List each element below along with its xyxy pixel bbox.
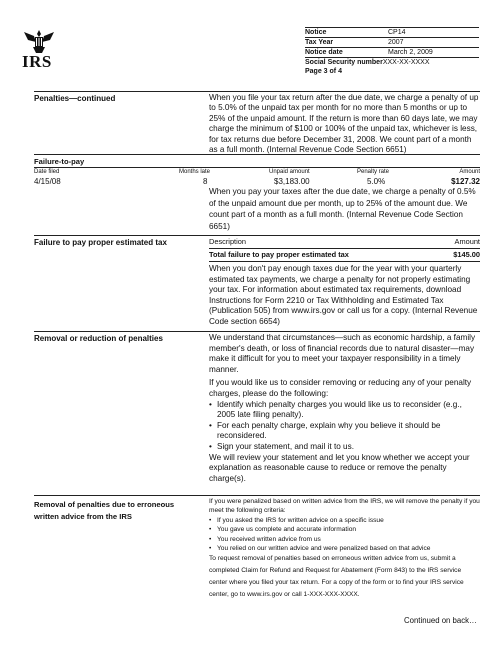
penalties-text: When you file your tax return after the due date, we charge a penalty of up to 5.0% of the unpaid tax per month for no more than 5 months or up to 25% of the unpaid amount. If the return is more than 60 days late, we may charge the minimum of $100 or 100% of the unpaid tax, whichever is less, for tax returns due before December 31, 2008. We count part of a month as a full month. (Internal Revenue Code Section 6651) bbox=[209, 93, 479, 155]
total-label: Total failure to pay proper estimated tax bbox=[209, 249, 349, 259]
page-number: Page 3 of 4 bbox=[305, 68, 342, 75]
cell-months-late: 8 bbox=[203, 177, 208, 186]
ssn-label: Social Security number bbox=[305, 59, 383, 66]
eagle-icon bbox=[22, 28, 56, 54]
list-item: • If you asked the IRS for written advice on a specific issue bbox=[209, 516, 480, 525]
logo-text: IRS bbox=[22, 52, 52, 71]
table-header-row bbox=[34, 167, 480, 177]
cell-penalty-rate: 5.0% bbox=[367, 177, 386, 186]
col-date-filed: Date filed bbox=[34, 169, 60, 175]
cell-date-filed: 4/15/08 bbox=[34, 177, 61, 186]
ssn-value: XXX-XX-XXXX bbox=[382, 59, 430, 66]
removal-section bbox=[34, 331, 480, 493]
removal-body bbox=[209, 333, 480, 484]
notice-row bbox=[305, 27, 479, 37]
continued-on-back: Continued on back… bbox=[404, 616, 477, 625]
removal-paragraph: We understand that circumstances—such as economic hardship, a family member's death, or loss of financial records due to natural disaster—may make it difficult for you to meet your taxpayer responsibility in a timely manner. bbox=[209, 333, 476, 374]
removal-heading: Removal or reduction of penalties bbox=[34, 334, 163, 343]
cell-amount: $127.32 bbox=[451, 177, 480, 186]
estimated-tax-text: When you don't pay enough taxes due for the year with your quarterly estimated tax payments, we charge a penalty for not properly estimating your tax. For information about estimated tax requirements, download Instructions for Form 2210 or Tax Withholding and Estimated Tax (Publication 505) from www.irs.gov or call us for a copy. (Internal Revenue Code section 6654) bbox=[209, 264, 478, 326]
estimated-tax-table bbox=[209, 237, 480, 262]
notice-date-value: March 2, 2009 bbox=[388, 49, 433, 56]
penalties-section bbox=[34, 91, 480, 155]
total-row bbox=[209, 248, 480, 263]
ssn-row bbox=[305, 57, 479, 67]
notice-value: CP14 bbox=[388, 29, 406, 36]
penalties-heading: Penalties—continued bbox=[34, 94, 116, 103]
failure-to-pay-table bbox=[34, 167, 480, 187]
total-amount: $145.00 bbox=[453, 249, 480, 259]
list-item: • Identify which penalty charges you would like us to reconsider (e.g., 2005 late filing penalty). bbox=[209, 400, 480, 421]
erroneous-bullet-list bbox=[209, 516, 480, 554]
cell-unpaid-amount: $3,183.00 bbox=[274, 177, 310, 186]
tax-year-label: Tax Year bbox=[305, 39, 334, 46]
erroneous-paragraph: To request removal of penalties based on erroneous written advice from us, submit a completed Claim for Refund and Request for Abatement (Form 843) to the IRS service center where you filed your tax return. For a copy of the form or to find your IRS service center, go to www.irs.gov or call 1-XXX-XXX-XXXX. bbox=[209, 555, 464, 599]
failure-to-pay-text: When you pay your taxes after the due date, we charge a penalty of 0.5% of the unpaid amount due per month, up to 25% of the amount due. We count part of a month as a full month. (Internal Revenue Code Section 6651) bbox=[209, 187, 476, 231]
erroneous-advice-section bbox=[34, 495, 480, 605]
col-unpaid-amount: Unpaid amount bbox=[269, 169, 310, 175]
erroneous-advice-body bbox=[209, 497, 480, 601]
removal-bullet-list bbox=[209, 400, 480, 453]
irs-logo bbox=[22, 28, 62, 72]
col-description: Description bbox=[209, 237, 246, 246]
notice-info-box bbox=[305, 27, 479, 75]
list-item: • You relied on our written advice and were penalized based on that advice bbox=[209, 544, 480, 553]
col-amount: Amount bbox=[454, 237, 480, 246]
list-item: • You received written advice from us bbox=[209, 535, 480, 544]
removal-paragraph: We will review your statement and let you know whether we accept your explanation as reasonable cause to reduce or remove the penalty charge(s). bbox=[209, 452, 470, 483]
removal-paragraph: If you would like us to consider removing or reducing any of your penalty charges, please do the following: bbox=[209, 378, 472, 398]
tax-year-value: 2007 bbox=[388, 39, 404, 46]
estimated-tax-heading: Failure to pay proper estimated tax bbox=[34, 238, 167, 247]
list-item: • Sign your statement, and mail it to us. bbox=[209, 442, 480, 453]
notice-label: Notice bbox=[305, 29, 327, 36]
failure-to-pay-heading: Failure-to-pay bbox=[34, 157, 85, 166]
list-item: • For each penalty charge, explain why you believe it should be reconsidered. bbox=[209, 421, 480, 442]
erroneous-advice-heading: Removal of penalties due to erroneous written advice from the IRS bbox=[34, 500, 175, 521]
estimated-tax-section bbox=[34, 235, 480, 327]
erroneous-paragraph: If you were penalized based on written advice from the IRS, we will remove the penalty if you meet the following criteria: bbox=[209, 498, 480, 515]
failure-to-pay-section bbox=[34, 154, 480, 236]
notice-date-label: Notice date bbox=[305, 49, 343, 56]
list-item: • You gave us complete and accurate information bbox=[209, 525, 480, 534]
table-header-row bbox=[209, 237, 480, 248]
tax-year-row bbox=[305, 37, 479, 47]
col-amount: Amount bbox=[459, 169, 480, 175]
notice-date-row bbox=[305, 47, 479, 57]
col-penalty-rate: Penalty rate bbox=[357, 169, 390, 175]
col-months-late: Months late bbox=[179, 169, 211, 175]
